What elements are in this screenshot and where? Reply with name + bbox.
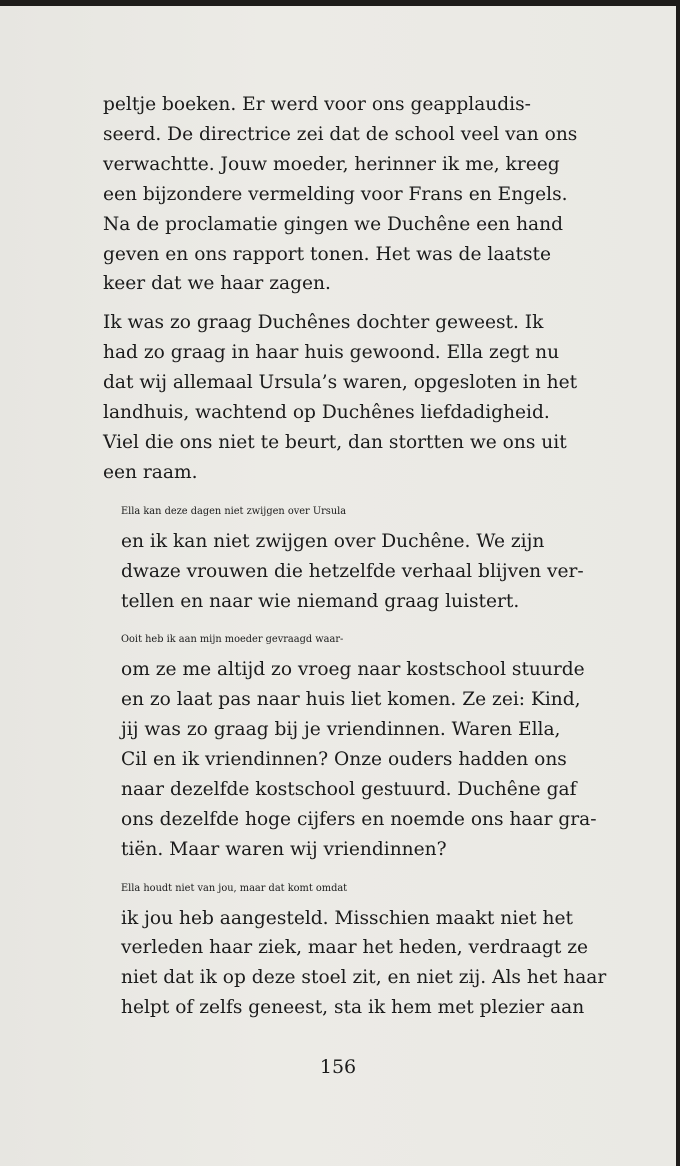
text-line: ik jou heb aangesteld. Misschien maakt niet het bbox=[121, 907, 574, 929]
paragraph-1 bbox=[103, 90, 615, 299]
text-line: landhuis, wachtend op Duchênes liefdadigheid. bbox=[103, 402, 550, 424]
text-line: jij was zo graag bij je vriendinnen. Waren Ella, bbox=[121, 719, 561, 741]
text-line: Ella kan deze dagen niet zwijgen over Ursula bbox=[121, 505, 347, 517]
text-line: en ik kan niet zwijgen over Duchêne. We zijn bbox=[121, 530, 545, 552]
text-line: Ooit heb ik aan mijn moeder gevraagd waar- bbox=[121, 634, 344, 646]
text-line: had zo graag in haar huis gewoond. Ella zegt nu bbox=[103, 342, 560, 364]
text-line: dwaze vrouwen die hetzelfde verhaal blijven ver- bbox=[121, 560, 584, 582]
text-line: en zo laat pas naar huis liet komen. Ze zei: Kind, bbox=[121, 689, 581, 711]
text-line: Ik was zo graag Duchênes dochter geweest. Ik bbox=[103, 312, 544, 334]
text-line: niet dat ik op deze stoel zit, en niet zij. Als het haar bbox=[121, 967, 607, 989]
text-line: tellen en naar wie niemand graag luistert. bbox=[121, 590, 520, 612]
text-line: om ze me altijd zo vroeg naar kostschool stuurde bbox=[121, 659, 585, 681]
text-line: Cil en ik vriendinnen? Onze ouders hadden ons bbox=[121, 749, 567, 771]
text-line: ons dezelfde hoge cijfers en noemde ons haar gra- bbox=[121, 808, 597, 830]
text-line: dat wij allemaal Ursula’s waren, opgesloten in het bbox=[103, 372, 578, 394]
text-line: een raam. bbox=[103, 461, 198, 483]
text-line: verleden haar ziek, maar het heden, verdraagt ze bbox=[121, 937, 589, 959]
text-line: seerd. De directrice zei dat de school veel van ons bbox=[103, 123, 578, 145]
book-page bbox=[0, 6, 676, 1166]
text-line: tiën. Maar waren wij vriendinnen? bbox=[121, 838, 447, 860]
text-line: keer dat we haar zagen. bbox=[103, 273, 331, 295]
text-line: een bijzondere vermelding voor Frans en Engels. bbox=[103, 183, 568, 205]
body-text bbox=[103, 90, 615, 1023]
paragraph-5 bbox=[103, 874, 615, 1024]
text-line: verwachtte. Jouw moeder, herinner ik me, kreeg bbox=[103, 153, 560, 175]
text-line: Ella houdt niet van jou, maar dat komt omdat bbox=[121, 882, 348, 894]
text-line: geven en ons rapport tonen. Het was de laatste bbox=[103, 243, 551, 265]
text-line: helpt of zelfs geneest, sta ik hem met plezier aan bbox=[121, 997, 585, 1019]
page-number: 156 bbox=[319, 1056, 357, 1078]
text-line: peltje boeken. Er werd voor ons geapplaudis- bbox=[103, 94, 531, 115]
text-line: naar dezelfde kostschool gestuurd. Duchêne gaf bbox=[121, 778, 577, 800]
paragraph-2 bbox=[103, 308, 615, 487]
paragraph-4 bbox=[103, 625, 615, 864]
paragraph-3 bbox=[103, 497, 615, 617]
text-line: Viel die ons niet te beurt, dan stortten we ons uit bbox=[103, 431, 567, 453]
text-line: Na de proclamatie gingen we Duchêne een hand bbox=[103, 213, 564, 235]
